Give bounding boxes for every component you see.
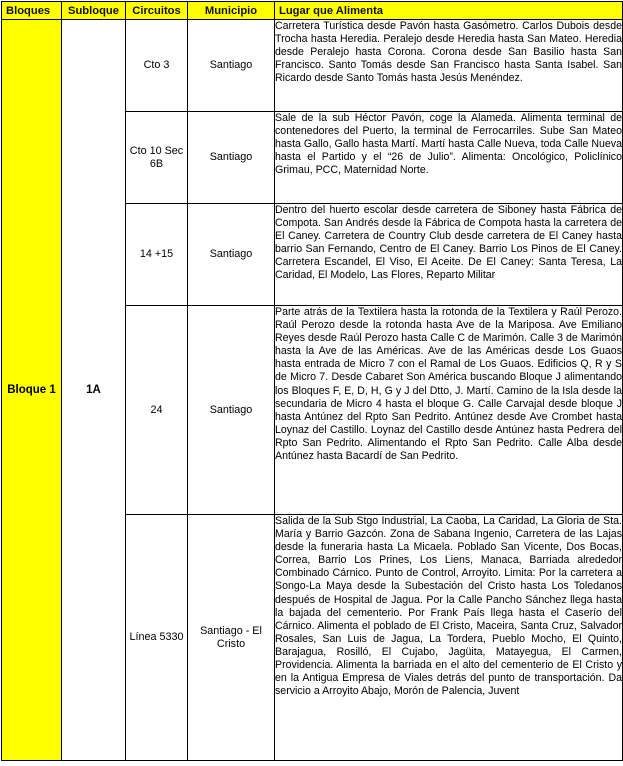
lugar-cell: Parte atrás de la Textilera hasta la rotonda de la Textilera y Raúl Perozo. Raúl Perozo desde la rotonda hasta Ave de la Mariposa. Ave Emiliano Reyes desde Raúl Perozo hasta Calle C de Marimón. Calle 3 de Marimón hasta la Ave de las Américas. Ave de las Américas desde Los Guaos hasta entrada de Micro 7 con el Ramal de Los Guaos. Edificios Q, R y S de Micro 7. Desde Cabaret Son América buscando Bloque J alimentando los Bloques F, E, D, H, G y J del Dtto, J. Martí. Camino de la Isla desde la secundaria de Micro 4 hasta el bloque G. Calle Carvajal desde bloque J hasta Antúnez del Rpto San Pedrito. Antúnez desde Ave Crombet hasta Loynaz del Castillo. Loynaz del Castillo desde Antúnez hasta Pedrera del Rpto San Pedrito. Alimentando el Rpto San Pedrito. Calle Alba desde Antúnez hasta Bacardí de San Pedrito.	[275, 306, 623, 515]
lugar-cell: Salida de la Sub Stgo Industrial, La Caoba, La Caridad, La Gloria de Sta. María y Barrio Gazcón. Zona de Sabana Ingenio, Carretera de las Lajas desde la funeraria hasta La Micaela. Poblado San Vicente, Dos Bocas, Correa, Barrio Los Prines, Los Liens, Manaca, Barriada alrededor Combinado Cárnico. Punto de Control, Arroyito. Limita: Por la carretera a Songo-La Maya desde la Subestación del Cristo hasta Los Toledanos después de Hospital de Jagua. Por la Calle Pancho Sánchez llega hasta la bajada del cementerio. Por Frank País llega hasta el Caserío del Cárnico. Alimenta el poblado de El Cristo, Maceira, Santa Cruz, Salvador Rosales, San Luis de Jagua, La Tordera, Pueblo Mocho, El Quinto, Barajagua, Rosilló, El Cujabo, Jagüita, Matayegua, El Carmen, Providencia. Alimenta la barriada en el alto del cementerio de El Cristo y en la Antigua Empresa de Viales detrás del punto de transportación. Da servicio a Arroyito Abajo, Morón de Palencia, Juvent	[275, 515, 623, 761]
header-bloques: Bloques	[2, 2, 62, 20]
circuito-cell: Cto 10 Sec 6B	[126, 112, 188, 204]
municipio-cell: Santiago - El Cristo	[188, 515, 275, 761]
lugar-cell: Carretera Turística desde Pavón hasta Gasómetro. Carlos Dubois desde Trocha hasta Heredia. Peralejo desde Heredia hasta San Mateo. Heredia desde Peralejo hasta Corona. Corona desde San Basilio hasta San Francisco. Santo Tomás desde San Francisco hasta Santa Isabel. San Ricardo desde Santo Tomás hasta Jesús Menéndez.	[275, 20, 623, 112]
header-lugar: Lugar que Alimenta	[275, 2, 623, 20]
table-row	[2, 20, 623, 112]
circuito-cell: Línea 5330	[126, 515, 188, 761]
municipio-cell: Santiago	[188, 204, 275, 306]
subloque-cell: 1A	[62, 20, 126, 761]
lugar-cell: Sale de la sub Héctor Pavón, coge la Alameda. Alimenta terminal de contenedores del Puerto, la terminal de Ferrocarriles. Sube San Mateo hasta Gallo, Gallo hasta Martí. Martí hasta Calle Nueva, toda Calle Nueva hasta el Partido y el “26 de Julio”. Alimenta: Oncológico, Policlínico Grimau, PCC, Maternidad Norte.	[275, 112, 623, 204]
bloque-cell: Bloque 1	[2, 20, 62, 761]
header-row	[2, 2, 623, 20]
municipio-cell: Santiago	[188, 112, 275, 204]
circuito-cell: 24	[126, 306, 188, 515]
header-circuitos: Circuitos	[126, 2, 188, 20]
circuito-cell: 14 +15	[126, 204, 188, 306]
circuito-cell: Cto 3	[126, 20, 188, 112]
header-subloque: Subloque	[62, 2, 126, 20]
municipio-cell: Santiago	[188, 306, 275, 515]
header-municipio: Municipio	[188, 2, 275, 20]
municipio-cell: Santiago	[188, 20, 275, 112]
circuits-table	[1, 1, 623, 761]
lugar-cell: Dentro del huerto escolar desde carretera de Siboney hasta Fábrica de Compota. San Andrés desde la Fábrica de Compota hasta la carretera de El Caney. Carretera de Country Club desde carretera de El Caney hasta barrio San Fernando, Centro de El Caney. Barrio Los Pinos de El Caney. Carretera Escandel, El Viso, El Aceite. De El Caney: Santa Teresa, La Caridad, El Modelo, Las Flores, Reparto Militar	[275, 204, 623, 306]
